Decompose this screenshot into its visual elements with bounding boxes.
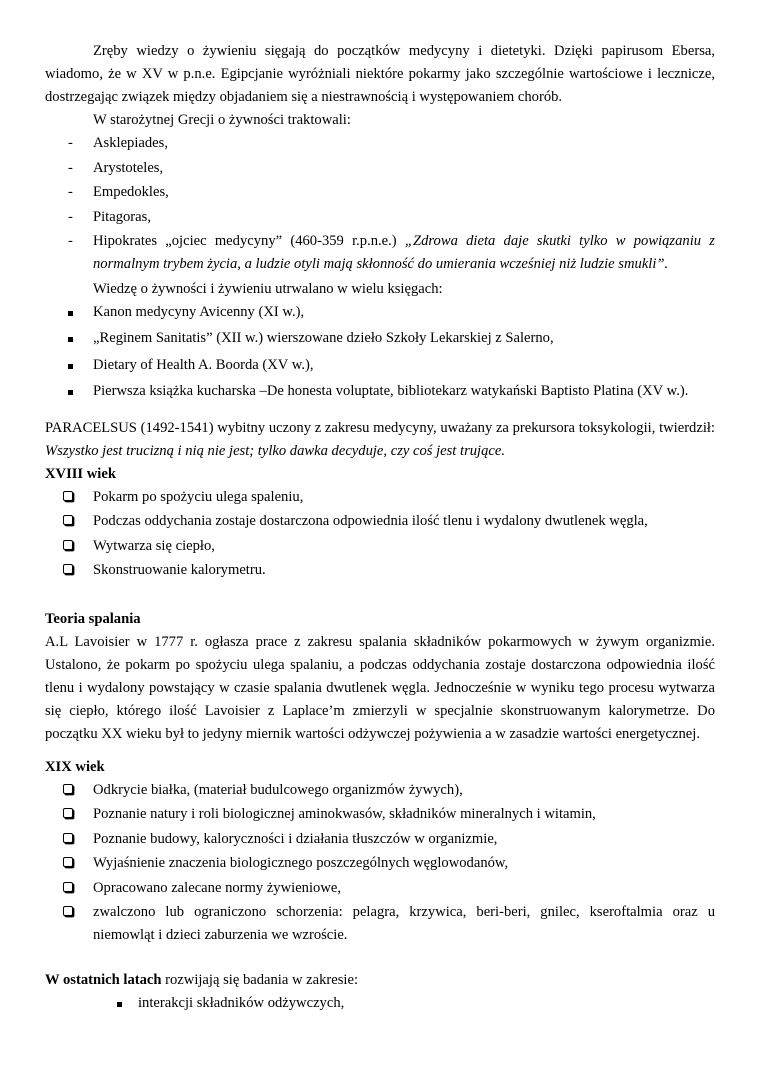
- square-bullet-icon: [68, 311, 73, 316]
- list-recent-research: [45, 992, 715, 1015]
- list-item-text: Poznanie natury i roli biologicznej aminokwasów, składników mineralnych i witamin,: [93, 806, 596, 822]
- list-ancient-greece: [45, 132, 715, 276]
- list-item: [45, 852, 715, 875]
- list-item-text: Odkrycie białka, (materiał budulcowego organizmów żywych),: [93, 781, 463, 798]
- dash-icon: -: [68, 159, 73, 176]
- paracelsus-quote-italic: Wszystko jest trucizną i nią nie jest; tylko dawka decyduje, czy coś jest trujące.: [45, 442, 505, 459]
- paragraph-recent-years: [45, 969, 715, 992]
- hipokrates-quote-italic: „Zdrowa dieta daje skutki tylko w powiązaniu z normalnym trybem życia, a ludzie otyli mają skłonność do umierania wcześniej niż ludzie smukli”.: [93, 233, 715, 272]
- list-item: [45, 828, 715, 851]
- list-item-text: Wytwarza się ciepło,: [93, 537, 215, 554]
- checkbox-bullet-icon: [63, 882, 73, 892]
- list-item-text: Asklepiades,: [93, 135, 168, 151]
- section-gap: [45, 407, 715, 417]
- list-item-text: Wyjaśnienie znaczenia biologicznego poszczególnych węglowodanów,: [93, 855, 509, 871]
- square-bullet-icon: [68, 337, 73, 342]
- list-item-hipokrates: [45, 230, 715, 276]
- dash-icon: -: [68, 184, 73, 200]
- checkbox-bullet-icon: [63, 857, 73, 867]
- list-item-text: „Reginem Sanitatis” (XII w.) wierszowane dzieło Szkoły Lekarskiej z Salerno,: [93, 330, 554, 346]
- checkbox-bullet-icon: [63, 540, 73, 550]
- square-bullet-icon: [117, 1002, 122, 1007]
- list-item-text: [93, 230, 715, 276]
- list-books: [45, 301, 715, 404]
- list-item: [45, 559, 715, 582]
- list-item: [45, 157, 715, 180]
- list-item: [45, 132, 715, 155]
- list-item: [45, 877, 715, 900]
- list-item: [45, 486, 715, 509]
- list-item: [45, 510, 715, 533]
- heading-xviii-wiek: XVIII wiek: [45, 465, 116, 482]
- list-item-text: zwalczono lub ograniczono schorzenia: pelagra, krzywica, beri-beri, gnilec, kseroftalmia oraz u niemowląt i dzieci zaburzenia we wzroście.: [93, 904, 715, 943]
- list-item-text: Kanon medycyny Avicenny (XI w.),: [93, 303, 305, 320]
- checkbox-bullet-icon: [63, 808, 73, 818]
- list-item: [45, 803, 715, 826]
- list-item: [45, 181, 715, 204]
- checkbox-bullet-icon: [63, 784, 73, 794]
- list-item-text: interakcji składników odżywczych,: [138, 994, 345, 1011]
- list-item: [45, 354, 715, 377]
- list-item-text: Opracowano zalecane normy żywieniowe,: [93, 879, 341, 896]
- list-item: [45, 901, 715, 947]
- square-bullet-icon: [68, 390, 73, 395]
- list-item: [45, 327, 715, 350]
- paragraph-ancient-greece: W starożytnej Grecji o żywności traktowali:: [93, 112, 351, 128]
- paragraph-books-intro: Wiedzę o żywności i żywieniu utrwalano w wielu księgach:: [93, 280, 443, 297]
- paracelsus-regular-text: PARACELSUS (1492-1541) wybitny uczony z zakresu medycyny, uważany za prekursora toksykologii, twierdził:: [45, 419, 715, 436]
- list-item-text: Pierwsza książka kucharska –De honesta voluptate, bibliotekarz watykański Baptisto Platina (XV w.).: [93, 383, 689, 399]
- dash-icon: -: [68, 233, 73, 249]
- list-xix-wiek: [45, 779, 715, 948]
- heading-teoria-spalania: Teoria spalania: [45, 610, 141, 627]
- checkbox-bullet-icon: [63, 833, 73, 843]
- list-item: [45, 779, 715, 802]
- section-gap: [45, 584, 715, 608]
- checkbox-bullet-icon: [63, 906, 73, 916]
- paragraph-intro: Zręby wiedzy o żywieniu sięgają do początków medycyny i dietetyki. Dzięki papirusom Ebersa, wiadomo, że w XV w p.n.e. Egipcjanie wyróżniali niektóre pokarmy jako szczególnie wartościowe i lecznicze, dostrzegając związek między objadaniem się a niestrawnością i występowaniem chorób.: [45, 43, 715, 105]
- checkbox-bullet-icon: [63, 564, 73, 574]
- list-xviii-wiek: [45, 486, 715, 583]
- list-item-text: Pokarm po spożyciu ulega spaleniu,: [93, 488, 304, 505]
- square-bullet-icon: [68, 364, 73, 369]
- checkbox-bullet-icon: [63, 515, 73, 525]
- list-item: [45, 380, 715, 403]
- paragraph-teoria-spalania: A.L Lavoisier w 1777 r. ogłasza prace z zakresu spalania składników pokarmowych w żywym organizmie. Ustalono, że pokarm po spożyciu ulega spalaniu, a podczas oddychania zostaje dostarczona odpowiednia ilość tlenu i wydalony powstający w czasie spalania dwutlenek węgla. Jednocześnie w wyniku tego procesu wytwarza się ciepło, którego ilość Lavoisier z Laplace’m zmierzyli w specjalnie skonstruowanym kalorymetrze. Do początku XX wieku był to jedyny miernik wartości odżywczej pożywienia a w zasadzie wartości energetycznej.: [45, 633, 715, 742]
- recent-years-regular-text: rozwijają się badania w zakresie:: [161, 971, 359, 988]
- list-item-text: Arystoteles,: [93, 159, 164, 176]
- section-gap: [45, 949, 715, 969]
- list-item-text: Skonstruowanie kalorymetru.: [93, 562, 266, 578]
- checkbox-bullet-icon: [63, 491, 73, 501]
- list-item: [45, 301, 715, 324]
- list-item-text: Empedokles,: [93, 184, 169, 200]
- hipokrates-regular-text: Hipokrates „ojciec medycyny” (460-359 r.p.n.e.): [93, 233, 405, 249]
- list-item-text: Dietary of Health A. Boorda (XV w.),: [93, 356, 314, 373]
- dash-icon: -: [68, 135, 73, 151]
- paragraph-paracelsus: [45, 417, 715, 463]
- list-item-text: Pitagoras,: [93, 208, 151, 225]
- section-gap: [45, 746, 715, 756]
- list-item-text: Poznanie budowy, kaloryczności i działania tłuszczów w organizmie,: [93, 830, 498, 847]
- list-item-text: Podczas oddychania zostaje dostarczona odpowiednia ilość tlenu i wydalony dwutlenek węgla,: [93, 513, 648, 529]
- dash-icon: -: [68, 208, 73, 225]
- list-item: [45, 992, 715, 1015]
- recent-years-bold-text: W ostatnich latach: [45, 971, 162, 988]
- list-item: [45, 206, 715, 229]
- heading-xix-wiek: XIX wiek: [45, 758, 105, 775]
- list-item: [45, 535, 715, 558]
